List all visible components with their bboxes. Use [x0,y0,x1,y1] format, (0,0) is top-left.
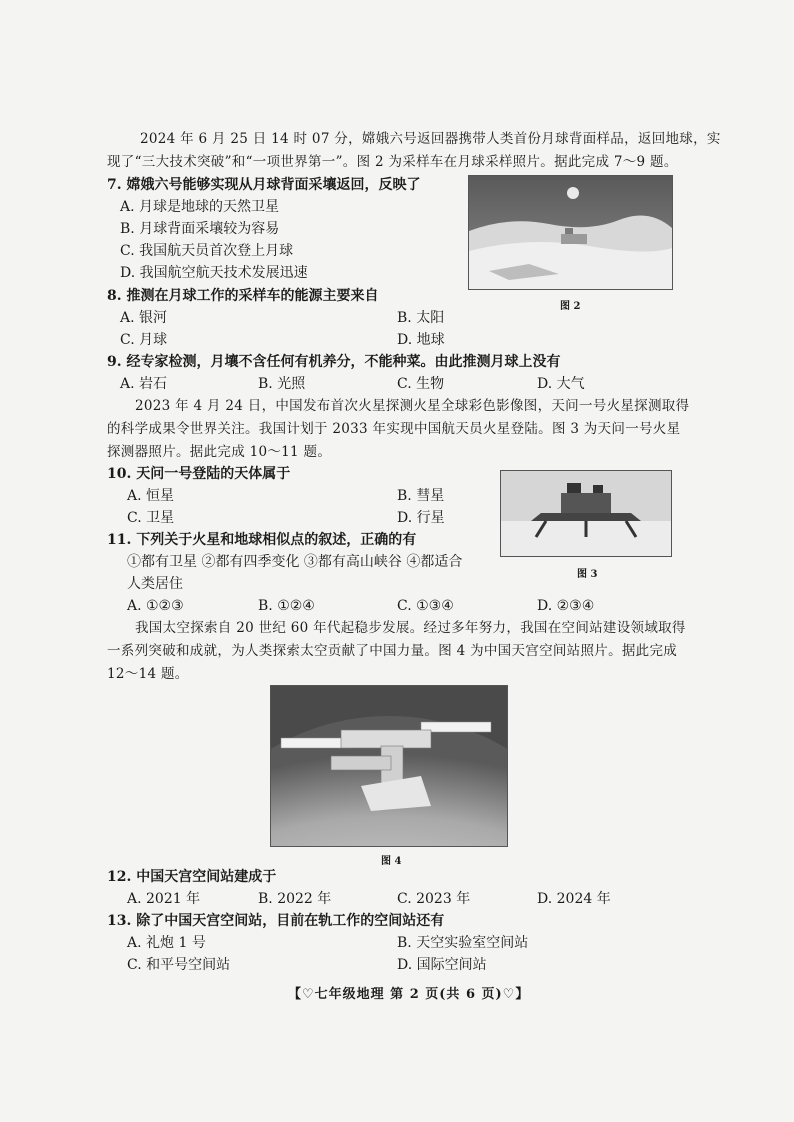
mars-lander-image [501,471,671,556]
question-7-stem: 7. 嫦娥六号能够实现从月球背面采壤返回，反映了 [107,177,421,193]
question-10-option-c: C. 卫星 [127,510,175,526]
intro-paragraph-1-line-2: 现了“三大技术突破”和“一项世界第一”。图 2 为采样车在月球采样照片。据此完成 7～9 题。 [107,154,678,170]
question-10-option-a: A. 恒星 [127,488,175,504]
figure-4-caption: 图 4 [381,856,402,867]
question-8-option-a: A. 银河 [120,310,168,326]
intro-paragraph-2-line-1: 2023 年 4 月 24 日，中国发布首次火星探测火星全球彩色影像图，天问一号火星探测取得 [135,398,690,414]
lunar-surface-image [469,176,672,289]
question-10-stem: 10. 天问一号登陆的天体属于 [107,466,291,482]
question-12-option-a: A. 2021 年 [127,891,201,907]
question-7-option-b: B. 月球背面采壤较为容易 [120,221,280,237]
question-12-option-d: D. 2024 年 [537,891,611,907]
question-11-option-a: A. ①②③ [127,598,184,614]
figure-3-caption: 图 3 [577,569,598,580]
question-13-stem: 13. 除了中国天宫空间站，目前在轨工作的空间站还有 [107,913,445,929]
question-12-option-c: C. 2023 年 [397,891,471,907]
page-footer: 【♡七年级地理 第 2 页(共 6 页)♡】 [288,987,530,1002]
question-8-option-b: B. 太阳 [397,310,445,326]
question-9-option-b: B. 光照 [258,376,306,392]
question-11-statements-line-1: ①都有卫星 ②都有四季变化 ③都有高山峡谷 ④都适合 [127,554,463,570]
question-8-option-d: D. 地球 [397,332,445,348]
question-11-option-b: B. ①②④ [258,598,315,614]
figure-4-tiangong-station-photo [270,685,508,847]
intro-paragraph-1-line-1: 2024 年 6 月 25 日 14 时 07 分，嫦娥六号返回器携带人类首份月球背面样品，返回地球，实 [140,131,721,147]
question-7-option-a: A. 月球是地球的天然卫星 [120,199,280,215]
question-10-option-d: D. 行星 [397,510,445,526]
question-12-stem: 12. 中国天宫空间站建成于 [107,869,277,885]
question-13-option-a: A. 礼炮 1 号 [127,935,206,951]
question-11-statements-line-2: 人类居住 [127,576,183,592]
intro-paragraph-3-line-3: 12～14 题。 [107,666,189,682]
question-9-stem: 9. 经专家检测，月壤不含任何有机养分，不能种菜。由此推测月球上没有 [107,354,561,370]
question-12-option-b: B. 2022 年 [258,891,332,907]
question-13-option-d: D. 国际空间站 [397,957,487,973]
question-13-option-c: C. 和平号空间站 [127,957,231,973]
question-7-option-d: D. 我国航空航天技术发展迅速 [120,265,308,281]
question-11-stem: 11. 下列关于火星和地球相似点的叙述，正确的有 [107,532,417,548]
question-13-option-b: B. 天空实验室空间站 [397,935,529,951]
question-9-option-c: C. 生物 [397,376,445,392]
question-7-option-c: C. 我国航天员首次登上月球 [120,243,294,259]
space-station-image [271,686,507,846]
question-10-option-b: B. 彗星 [397,488,445,504]
intro-paragraph-2-line-3: 探测器照片。据此完成 10～11 题。 [107,444,332,460]
question-9-option-a: A. 岩石 [120,376,168,392]
question-8-option-c: C. 月球 [120,332,168,348]
question-9-option-d: D. 大气 [537,376,585,392]
question-11-option-d: D. ②③④ [537,598,595,614]
figure-2-lunar-sampler-photo [468,175,673,290]
question-11-option-c: C. ①③④ [397,598,454,614]
intro-paragraph-3-line-2: 一系列突破和成就，为人类探索太空贡献了中国力量。图 4 为中国天宫空间站照片。据此完成 [107,643,678,659]
question-8-stem: 8. 推测在月球工作的采样车的能源主要来自 [107,288,379,304]
figure-3-tianwen-rover-photo [500,470,672,557]
figure-2-caption: 图 2 [560,301,581,312]
intro-paragraph-2-line-2: 的科学成果令世界关注。我国计划于 2033 年实现中国航天员火星登陆。图 3 为天问一号火星 [107,421,681,437]
intro-paragraph-3-line-1: 我国太空探索自 20 世纪 60 年代起稳步发展。经过多年努力，我国在空间站建设领域取得 [135,620,686,636]
